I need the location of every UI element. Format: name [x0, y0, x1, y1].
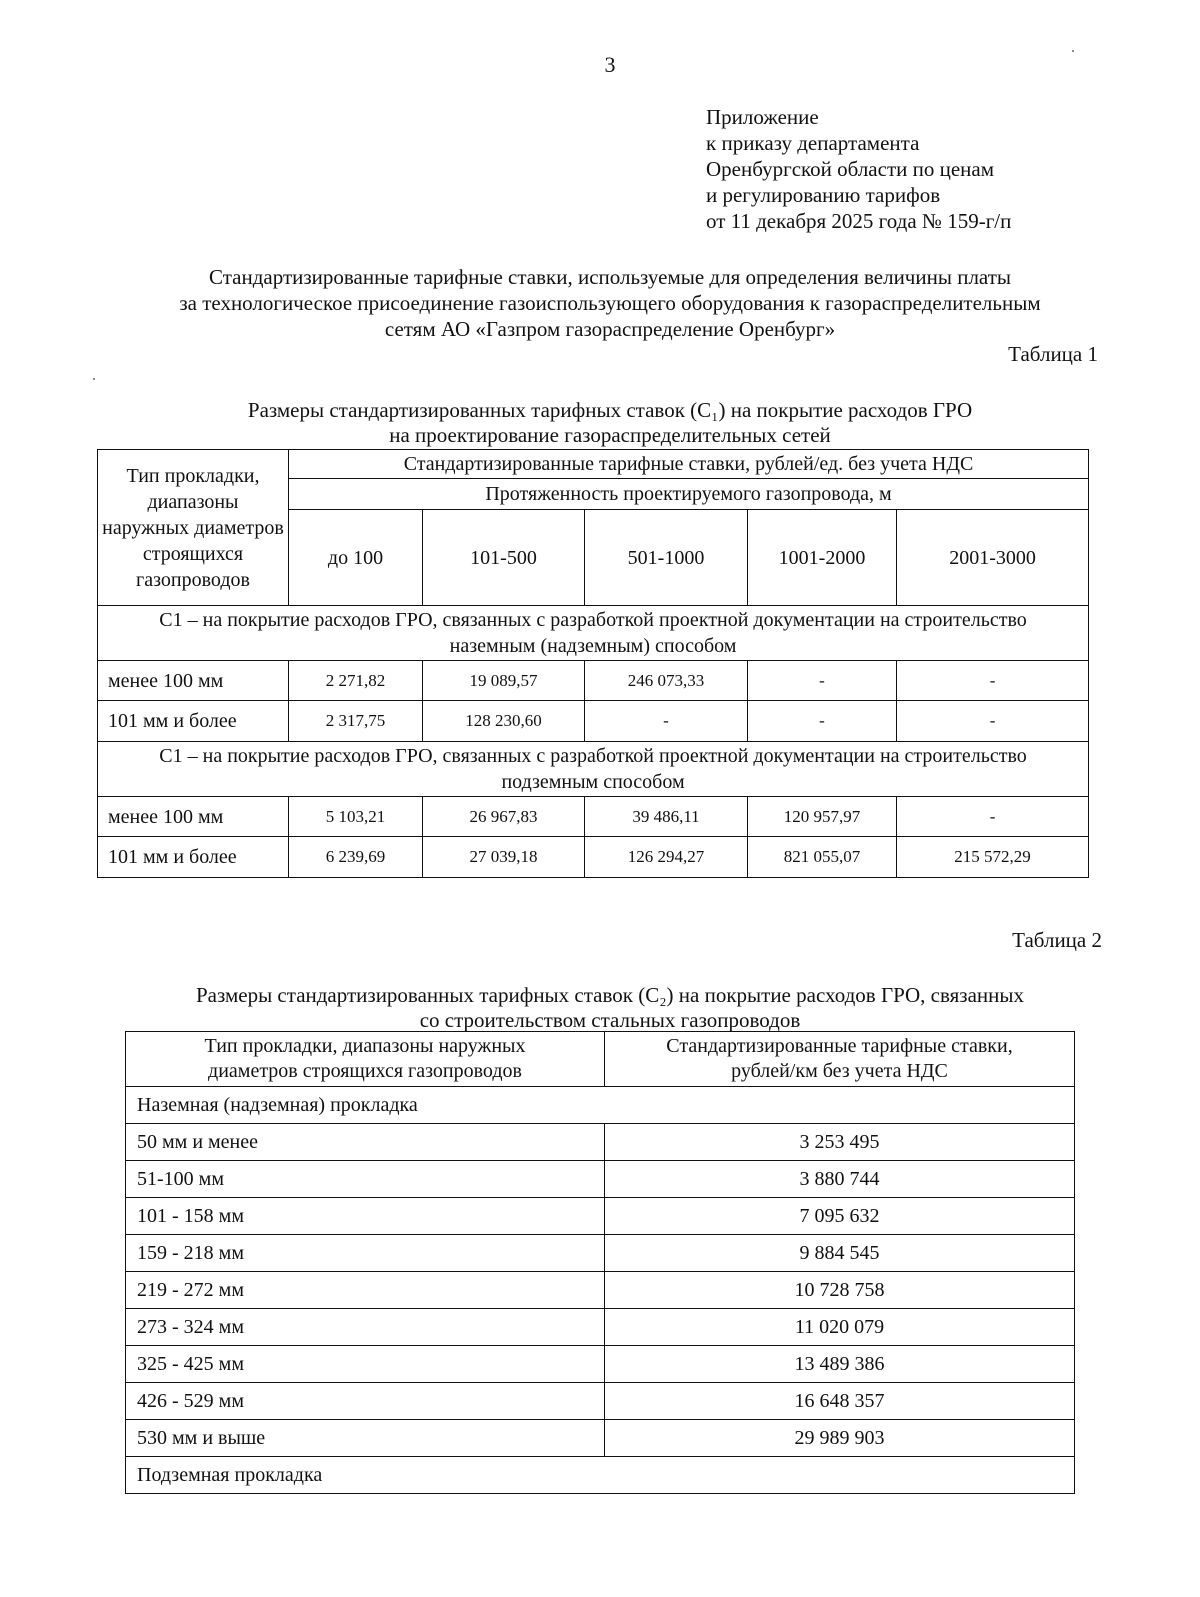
scan-speck	[93, 378, 95, 380]
table-row	[126, 1161, 1075, 1198]
table1-col-header: 101-500	[423, 510, 585, 606]
table1-row-label: менее 100 мм	[98, 661, 289, 701]
table1-cell: 215 572,29	[897, 837, 1089, 878]
table1-col-header: до 100	[289, 510, 423, 606]
title-line: за технологическое присоединение газоиспользующего оборудования к газораспределительным	[179, 291, 1041, 315]
table1-cell: -	[897, 797, 1089, 837]
table-row	[126, 1272, 1075, 1309]
table1	[97, 449, 1089, 878]
table2-row-label: 273 - 324 мм	[126, 1309, 605, 1346]
table1-col-header: 501-1000	[585, 510, 748, 606]
table2-row-label: 101 - 158 мм	[126, 1198, 605, 1235]
table1-cell: 2 271,82	[289, 661, 423, 701]
table2-row-label: 219 - 272 мм	[126, 1272, 605, 1309]
table1-row-label: 101 мм и более	[98, 837, 289, 878]
table1-row-label: менее 100 мм	[98, 797, 289, 837]
table1-cell: 246 073,33	[585, 661, 748, 701]
table-row	[126, 1383, 1075, 1420]
table2-header-left: Тип прокладки, диапазоны наружных диаметров строящихся газопроводов	[126, 1032, 605, 1087]
table1-cell: 821 055,07	[748, 837, 897, 878]
caption-line: Размеры стандартизированных тарифных ставок (C₂) на покрытие расходов ГРО, связанных	[195, 983, 1025, 1007]
table2-row-label: 426 - 529 мм	[126, 1383, 605, 1420]
table2-header-right: Стандартизированные тарифные ставки, рублей/км без учета НДС	[605, 1032, 1075, 1087]
table-row	[126, 1235, 1075, 1272]
table-row	[126, 1309, 1075, 1346]
table2-row-value: 13 489 386	[605, 1346, 1075, 1383]
table1-cell: 128 230,60	[423, 701, 585, 742]
table1-cell: -	[748, 701, 897, 742]
table1-cell: 2 317,75	[289, 701, 423, 742]
table2-row-label: 159 - 218 мм	[126, 1235, 605, 1272]
table1-cell: 126 294,27	[585, 837, 748, 878]
table1-section-title: С1 – на покрытие расходов ГРО, связанных с разработкой проектной документации на строительство наземным (надземным) способом	[98, 606, 1089, 661]
table2-row-label: 325 - 425 мм	[126, 1346, 605, 1383]
document-title	[40, 264, 1180, 342]
table2-section-title: Наземная (надземная) прокладка	[126, 1087, 1075, 1124]
table2-row-value: 7 095 632	[605, 1198, 1075, 1235]
table2	[125, 1031, 1075, 1494]
table2-row-label: 51-100 мм	[126, 1161, 605, 1198]
table1-cell: -	[748, 661, 897, 701]
table1-col-header: 2001-3000	[897, 510, 1089, 606]
table2-row-label: 530 мм и выше	[126, 1420, 605, 1457]
table-row	[126, 1198, 1075, 1235]
table1-cell: 39 486,11	[585, 797, 748, 837]
table2-row-value: 10 728 758	[605, 1272, 1075, 1309]
table1-col-header: 1001-2000	[748, 510, 897, 606]
caption-line: Размеры стандартизированных тарифных ставок (C₁) на покрытие расходов ГРО	[247, 398, 973, 422]
table2-row-value: 3 880 744	[605, 1161, 1075, 1198]
table1-section-title: С1 – на покрытие расходов ГРО, связанных с разработкой проектной документации на строительство подземным способом	[98, 742, 1089, 797]
table1-row-label: 101 мм и более	[98, 701, 289, 742]
table1-cell: 19 089,57	[423, 661, 585, 701]
table1-header-rates: Стандартизированные тарифные ставки, рублей/ед. без учета НДС	[289, 450, 1089, 479]
table-row	[126, 1346, 1075, 1383]
table1-cell: -	[897, 701, 1089, 742]
table1-label: Таблица 1	[1008, 342, 1098, 366]
appendix-line: Приложение	[706, 105, 819, 129]
table-row	[126, 1124, 1075, 1161]
title-line: сетям АО «Газпром газораспределение Оренбург»	[384, 317, 836, 341]
table1-cell: 120 957,97	[748, 797, 897, 837]
table2-caption	[60, 983, 1160, 1033]
table2-row-value: 11 020 079	[605, 1309, 1075, 1346]
table2-row-value: 9 884 545	[605, 1235, 1075, 1272]
appendix-line: к приказу департамента	[706, 131, 920, 155]
table1-cell: 26 967,83	[423, 797, 585, 837]
page-number: 3	[604, 52, 616, 77]
appendix-block	[706, 104, 1011, 234]
table1-cell: 27 039,18	[423, 837, 585, 878]
table1-row-header: Тип прокладки, диапазоны наружных диаметров строящихся газопроводов	[98, 450, 289, 606]
table1-cell: 6 239,69	[289, 837, 423, 878]
table2-label: Таблица 2	[1012, 928, 1102, 952]
table1-cell: -	[897, 661, 1089, 701]
table2-row-label: 50 мм и менее	[126, 1124, 605, 1161]
table2-row-value: 3 253 495	[605, 1124, 1075, 1161]
table1-cell: -	[585, 701, 748, 742]
title-line: Стандартизированные тарифные ставки, используемые для определения величины платы	[209, 265, 1011, 289]
caption-line: со строительством стальных газопроводов	[419, 1008, 801, 1032]
appendix-line: Оренбургской области по ценам	[706, 157, 995, 181]
appendix-line: от 11 декабря 2025 года № 159-г/п	[706, 209, 1012, 233]
table1-caption	[60, 398, 1160, 448]
table1-header-length: Протяженность проектируемого газопровода, м	[289, 479, 1089, 510]
appendix-line: и регулированию тарифов	[706, 183, 941, 207]
table-row	[126, 1420, 1075, 1457]
table2-section-title: Подземная прокладка	[126, 1457, 1075, 1494]
table2-row-value: 29 989 903	[605, 1420, 1075, 1457]
caption-line: на проектирование газораспределительных сетей	[389, 423, 831, 447]
scan-speck	[1072, 50, 1074, 52]
table2-row-value: 16 648 357	[605, 1383, 1075, 1420]
table1-cell: 5 103,21	[289, 797, 423, 837]
